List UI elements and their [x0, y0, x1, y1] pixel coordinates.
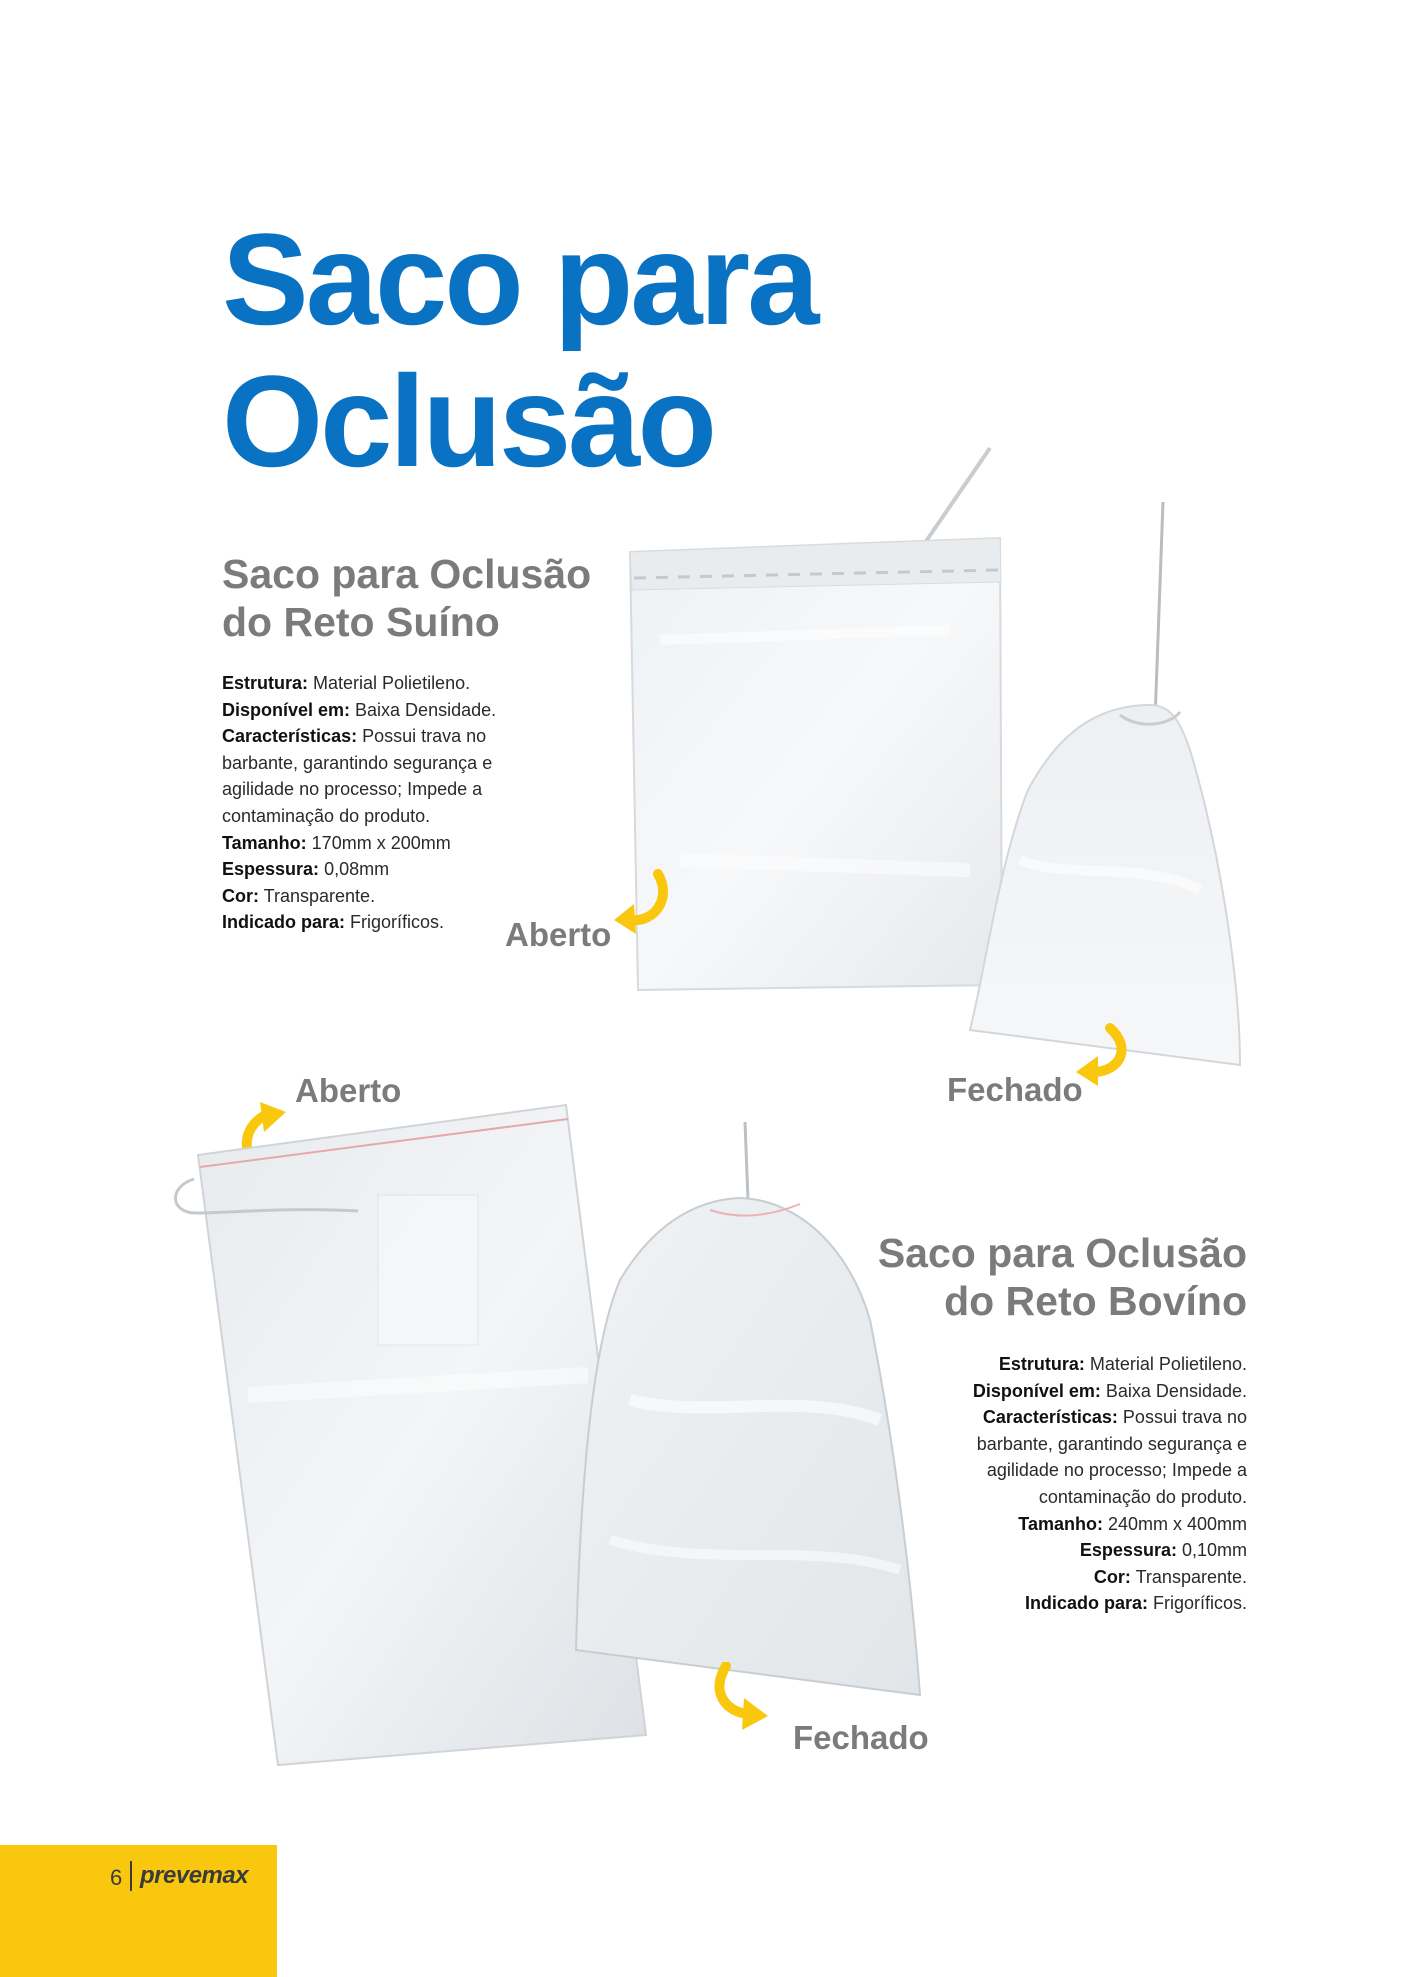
product2-label-open: Aberto — [295, 1072, 402, 1109]
product2-specs — [917, 1351, 1247, 1617]
spec-value: Frigoríficos. — [345, 912, 445, 933]
spec-row-size — [222, 830, 552, 857]
spec-row-indicated — [917, 1590, 1247, 1617]
footer-divider — [130, 1861, 132, 1891]
product1-closed-bag-image — [940, 500, 1300, 1080]
product1-label-closed: Fechado — [947, 1071, 1083, 1108]
spec-value: Baixa Densidade. — [350, 699, 497, 720]
curved-arrow-icon — [1070, 1022, 1132, 1090]
spec-label: Disponível em: — [222, 699, 351, 720]
product2-title — [878, 1229, 1247, 1325]
curved-arrow-icon — [610, 868, 672, 938]
spec-value: 0,08mm — [319, 859, 390, 880]
spec-row-structure — [222, 670, 552, 697]
spec-label: Indicado para: — [222, 912, 346, 933]
page-title-line-1: Saco para — [222, 206, 817, 352]
product1-specs — [222, 670, 552, 936]
product1-title-line-1: Saco para Oclusão — [222, 551, 592, 597]
spec-label: Espessura: — [222, 859, 320, 880]
spec-label: Estrutura: — [998, 1354, 1085, 1374]
spec-label: Características: — [222, 726, 358, 747]
spec-row-color — [222, 883, 552, 910]
spec-value: Material Polietileno. — [308, 673, 471, 693]
spec-value: Possui trava no barbante, garantindo segurança e agilidade no processo; Impede a contaminação do produto. — [976, 1407, 1247, 1507]
spec-value: Frigoríficos. — [1147, 1593, 1247, 1614]
spec-value: 0,10mm — [1176, 1540, 1247, 1561]
product1-label-open: Aberto — [505, 916, 612, 953]
spec-value: Material Polietileno. — [1084, 1354, 1247, 1374]
spec-value: Possui trava no barbante, garantindo segurança e agilidade no processo; Impede a contaminação do produto. — [222, 726, 493, 826]
spec-label: Disponível em: — [972, 1380, 1101, 1401]
brand-logo: prevemax — [140, 1862, 249, 1889]
spec-row-thickness — [222, 856, 552, 883]
spec-label: Tamanho: — [222, 832, 307, 853]
spec-value: Baixa Densidade. — [1100, 1380, 1247, 1401]
spec-value: 240mm x 400mm — [1102, 1513, 1247, 1534]
spec-label: Tamanho: — [1018, 1513, 1103, 1534]
spec-row-indicated — [222, 909, 552, 936]
page-number: 6 — [110, 1865, 123, 1890]
spec-row-structure — [917, 1351, 1247, 1378]
spec-label: Espessura: — [1079, 1540, 1177, 1561]
spec-row-color — [917, 1564, 1247, 1591]
spec-row-available — [917, 1378, 1247, 1405]
spec-label: Cor: — [222, 885, 259, 906]
spec-value: Transparente. — [1130, 1566, 1247, 1587]
spec-label: Características: — [982, 1407, 1118, 1428]
spec-row-features — [222, 723, 552, 829]
spec-row-size — [917, 1511, 1247, 1538]
spec-row-available — [222, 697, 552, 724]
product2-title-line-2: do Reto Bovíno — [944, 1278, 1247, 1324]
product1-title — [222, 550, 591, 646]
product2-title-line-1: Saco para Oclusão — [877, 1230, 1247, 1276]
product2-label-closed: Fechado — [793, 1719, 929, 1756]
spec-row-features — [917, 1404, 1247, 1510]
product1-title-line-2: do Reto Suíno — [222, 599, 500, 645]
spec-label: Estrutura: — [222, 673, 309, 693]
spec-value: 170mm x 200mm — [306, 832, 451, 853]
spec-label: Cor: — [1093, 1566, 1131, 1587]
spec-label: Indicado para: — [1024, 1593, 1148, 1614]
product2-closed-bag-image — [570, 1120, 950, 1710]
spec-value: Transparente. — [259, 885, 376, 906]
page-title-line-2: Oclusão — [222, 348, 714, 494]
spec-row-thickness — [917, 1537, 1247, 1564]
curved-arrow-icon — [710, 1662, 772, 1734]
